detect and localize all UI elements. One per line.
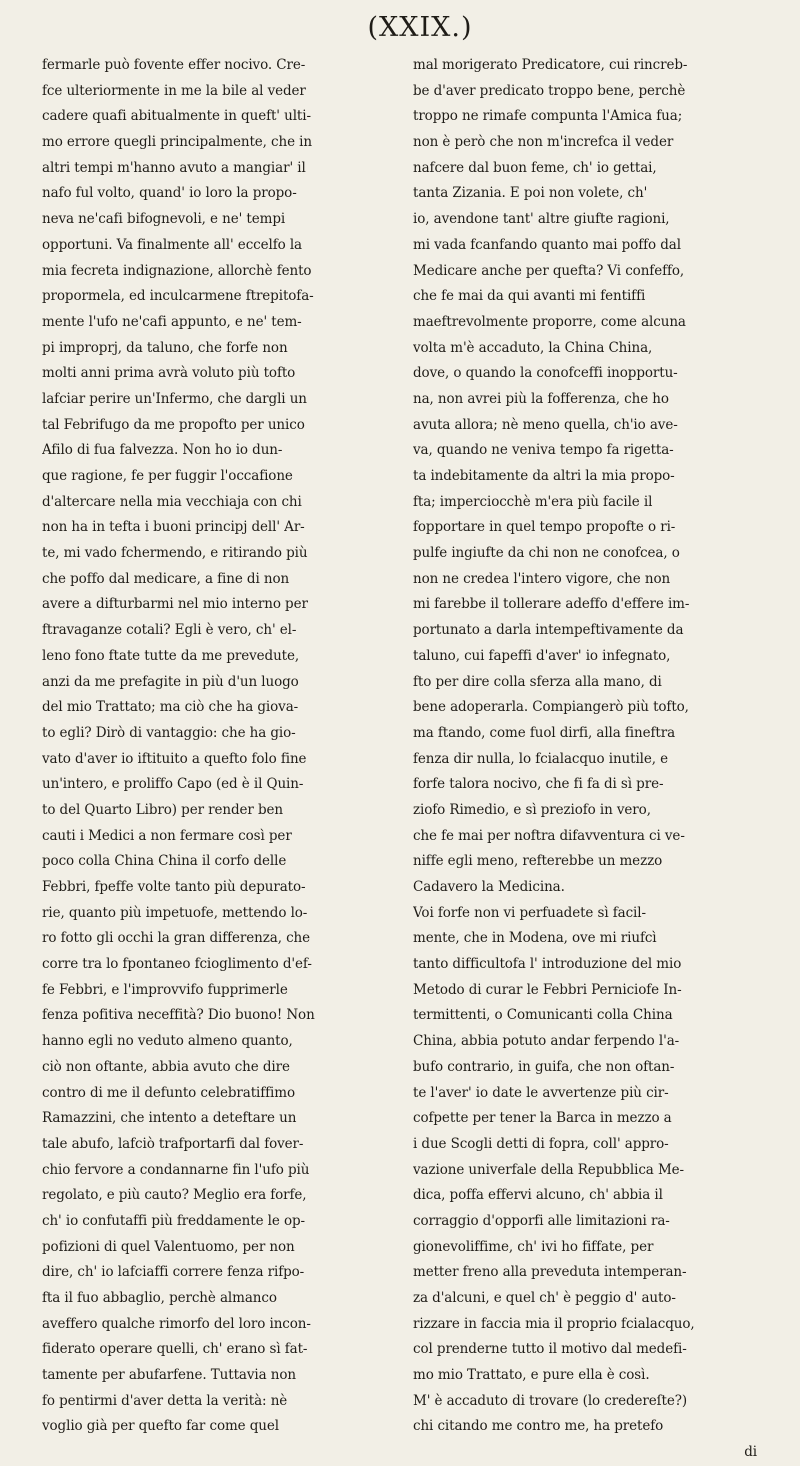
text-line: mente, che in Modena, ove mi riufcì: [413, 930, 657, 947]
text-line: hanno egli no veduto almeno quanto,: [42, 1033, 293, 1050]
text-line: metter freno alla preveduta intemperan-: [413, 1264, 687, 1281]
text-line: volta m'è accaduto, la China China,: [413, 339, 653, 356]
text-line: rizzare in faccia mia il proprio fcialacquo,: [413, 1315, 695, 1332]
text-line: forfe talora nocivo, che fi fa di sì pre-: [413, 776, 664, 793]
text-line: i due Scogli detti di fopra, coll' appro-: [413, 1135, 669, 1152]
text-line: di: [744, 1444, 757, 1461]
text-line: anzi da me prefagite in più d'un luogo: [42, 673, 299, 690]
text-line: ma ftando, come fuol dirfi, alla fineftra: [413, 724, 676, 741]
text-line: tal Febrifugo da me propofto per unico: [42, 416, 305, 433]
text-line: portunato a darla intempeftivamente da: [413, 622, 684, 639]
text-line: poco colla China China il corfo delle: [42, 853, 287, 870]
text-line: molti anni prima avrà voluto più tofto: [42, 365, 296, 382]
text-line: Metodo di curar le Febbri Perniciofe In-: [413, 981, 682, 998]
text-line: vazione univerfale della Repubblica Me-: [413, 1161, 685, 1178]
right-column: [413, 53, 765, 1461]
text-line: fto per dire colla sferza alla mano, di: [413, 673, 662, 690]
text-line: mal morigerato Predicatore, cui rincreb-: [413, 57, 688, 73]
text-line: non è però che non m'increfca il veder: [413, 134, 674, 151]
text-line: M' è accaduto di trovare (lo credereſte?): [413, 1392, 688, 1409]
text-line: nafcere dal buon feme, ch' io gettai,: [413, 159, 657, 176]
text-line: troppo ne rimafe compunta l'Amica fua;: [413, 108, 683, 125]
text-columns: [42, 53, 765, 1461]
text-line: maeftrevolmente proporre, come alcuna: [413, 313, 686, 330]
text-line: d'altercare nella mia vecchiaja con chi: [42, 493, 302, 510]
text-line: Voi forfe non vi perfuadete sì facil-: [413, 904, 646, 921]
text-line: te l'aver' io date le avvertenze più cir-: [413, 1084, 669, 1101]
text-line: Afilo di fua falvezza. Non ho io dun-: [42, 442, 283, 459]
text-line: fce ulteriormente in me la bile al veder: [42, 82, 306, 99]
text-line: fopportare in quel tempo propofte o ri-: [413, 519, 676, 536]
text-line: gionevoliffime, ch' ivi ho fiffate, per: [413, 1238, 654, 1255]
text-line: dica, poffa effervi alcuno, ch' abbia il: [413, 1187, 663, 1204]
text-line: vato d'aver io iftituito a quefto folo fine: [42, 750, 307, 767]
text-line: fe Febbri, e l'improvvifo fupprimerle: [42, 981, 288, 998]
text-line: mo errore quegli principalmente, che in: [42, 134, 312, 151]
text-line: cadere quafi abitualmente in queft' ulti-: [42, 108, 311, 125]
text-line: altri tempi m'hanno avuto a mangiar' il: [42, 159, 306, 176]
text-line: opportuni. Va finalmente all' eccelfo la: [42, 236, 303, 253]
text-line: taluno, cui fapeffi d'aver' io infegnato,: [413, 647, 671, 664]
text-line: pi improprj, da taluno, che forfe non: [42, 339, 288, 356]
text-line: col prenderne tutto il motivo dal medefi-: [413, 1341, 687, 1358]
text-line: to egli? Dirò di vantaggio: che ha gio-: [42, 724, 296, 741]
text-line: Medicare anche per quefta? Vi confeffo,: [413, 262, 685, 279]
text-line: niffe egli meno, refterebbe un mezzo: [413, 853, 663, 870]
text-line: fiderato operare quelli, ch' erano sì fat-: [42, 1341, 308, 1358]
text-line: fenza dir nulla, lo fcialacquo inutile, e: [413, 750, 669, 767]
text-line: chi citando me contro me, ha pretefo: [413, 1418, 664, 1435]
text-line: non ne credea l'intero vigore, che non: [413, 570, 671, 587]
text-line: avuta allora; nè meno quella, ch'io ave-: [413, 416, 678, 433]
text-line: be d'aver predicato troppo bene, perchè: [413, 82, 686, 99]
page-number: (XXIX.): [367, 12, 473, 43]
left-column: [42, 53, 394, 1435]
text-line: un'intero, e proliffo Capo (ed è il Quin-: [42, 776, 304, 793]
text-line: mi farebbe il tollerare adeffo d'effere im-: [413, 596, 690, 613]
text-line: tamente per abufarfene. Tuttavia non: [42, 1367, 296, 1384]
text-line: ro fotto gli occhi la gran differenza, che: [42, 930, 311, 947]
text-line: lafciar perire un'Infermo, che dargli un: [42, 390, 307, 407]
text-line: termittenti, o Comunicanti colla China: [413, 1007, 673, 1024]
text-line: ciò non oftante, abbia avuto che dire: [42, 1058, 290, 1075]
text-line: ch' io confutaffi più freddamente le op-: [42, 1212, 305, 1229]
text-line: na, non avrei più la fofferenza, che ho: [413, 390, 669, 407]
text-line: cofpette per tener la Barca in mezzo a: [413, 1110, 672, 1127]
text-line: mo mio Trattato, e pure ella è così.: [413, 1367, 650, 1384]
text-line: del mio Trattato; ma ciò che ha giova-: [42, 699, 299, 716]
text-line: tanto difficultofa l' introduzione del mio: [413, 956, 682, 973]
text-line: pofizioni di quel Valentuomo, per non: [42, 1238, 295, 1255]
text-line: China, abbia potuto andar ferpendo l'a-: [413, 1033, 680, 1050]
text-line: que ragione, fe per fuggir l'occafione: [42, 468, 293, 484]
text-line: fta; imperciocchè m'era più facile il: [413, 493, 653, 510]
page-header: [0, 6, 800, 50]
text-line: avere a difturbarmi nel mio interno per: [42, 596, 308, 613]
text-line: va, quando ne veniva tempo fa rigetta-: [413, 442, 674, 459]
text-line: to del Quarto Libro) per render ben: [42, 801, 283, 818]
text-line: bene adoperarla. Compiangerò più tofto,: [413, 699, 689, 716]
text-line: pulfe ingiufte da chi non ne conofcea, o: [413, 545, 680, 562]
text-line: voglio già per quefto far come quel: [42, 1418, 279, 1435]
text-line: ftravaganze cotali? Egli è vero, ch' el-: [42, 622, 297, 639]
text-line: corre tra lo fpontaneo fcioglimento d'ef-: [42, 956, 312, 973]
text-line: fermarle può fovente effer nocivo. Cre-: [42, 57, 306, 73]
text-line: tanta Zizania. E poi non volete, ch': [413, 185, 648, 202]
text-line: rie, quanto più impetuofe, mettendo lo-: [42, 904, 308, 921]
text-line: mi vada fcanfando quanto mai poffo dal: [413, 236, 681, 253]
text-line: che poffo dal medicare, a fine di non: [42, 570, 290, 587]
text-line: Cadavero la Medicina.: [413, 879, 565, 895]
text-line: tale abufo, lafciò trafportarfi dal fover-: [42, 1135, 304, 1152]
text-line: cauti i Medici a non fermare così per: [42, 827, 292, 844]
text-line: za d'alcuni, e quel ch' è peggio d' auto-: [413, 1290, 676, 1306]
text-line: fenza pofitiva neceffità? Dio buono! Non: [42, 1007, 315, 1024]
text-line: mente l'ufo ne'cafi appunto, e ne' tem-: [42, 313, 302, 330]
text-line: neva ne'cafi bifognevoli, e ne' tempi: [42, 211, 286, 228]
text-line: fo pentirmi d'aver detta la verità: nè: [42, 1392, 288, 1409]
text-line: fta il fuo abbaglio, perchè almanco: [42, 1290, 277, 1306]
text-line: bufo contrario, in guifa, che non oftan-: [413, 1058, 675, 1075]
text-line: nafo ful volto, quand' io loro la propo-: [42, 185, 297, 202]
text-line: che fe mai da qui avanti mi fentiffi: [413, 288, 646, 305]
text-line: chio fervore a condannarne fin l'ufo più: [42, 1161, 310, 1178]
text-line: Ramazzini, che intento a deteftare un: [42, 1110, 297, 1127]
text-line: mia fecreta indignazione, allorchè fento: [42, 262, 312, 279]
text-line: non ha in tefta i buoni principj dell' Ar-: [42, 519, 305, 536]
text-line: te, mi vado fchermendo, e ritirando più: [42, 545, 308, 562]
text-line: ziofo Rimedio, e sì preziofo in vero,: [413, 801, 651, 818]
text-line: corraggio d'opporfi alle limitazioni ra-: [413, 1212, 670, 1229]
text-line: dire, ch' io lafciaffi correre fenza rifpo-: [42, 1264, 305, 1281]
text-line: Febbri, fpeffe volte tanto più depurato-: [42, 879, 306, 895]
text-line: contro di me il defunto celebratiffimo: [42, 1084, 295, 1101]
text-line: che fe mai per noftra difavventura ci ve-: [413, 827, 685, 844]
text-line: leno fono ftate tutte da me prevedute,: [42, 647, 300, 664]
text-line: io, avendone tant' altre giufte ragioni,: [413, 211, 670, 228]
text-line: aveffero qualche rimorfo del loro incon-: [42, 1315, 311, 1332]
text-line: dove, o quando la conofceffi inopportu-: [413, 365, 678, 382]
text-line: propormela, ed inculcarmene ftrepitofa-: [42, 288, 314, 305]
text-line: ta indebitamente da altri la mia propo-: [413, 468, 675, 484]
text-line: regolato, e più cauto? Meglio era forfe,: [42, 1187, 307, 1204]
